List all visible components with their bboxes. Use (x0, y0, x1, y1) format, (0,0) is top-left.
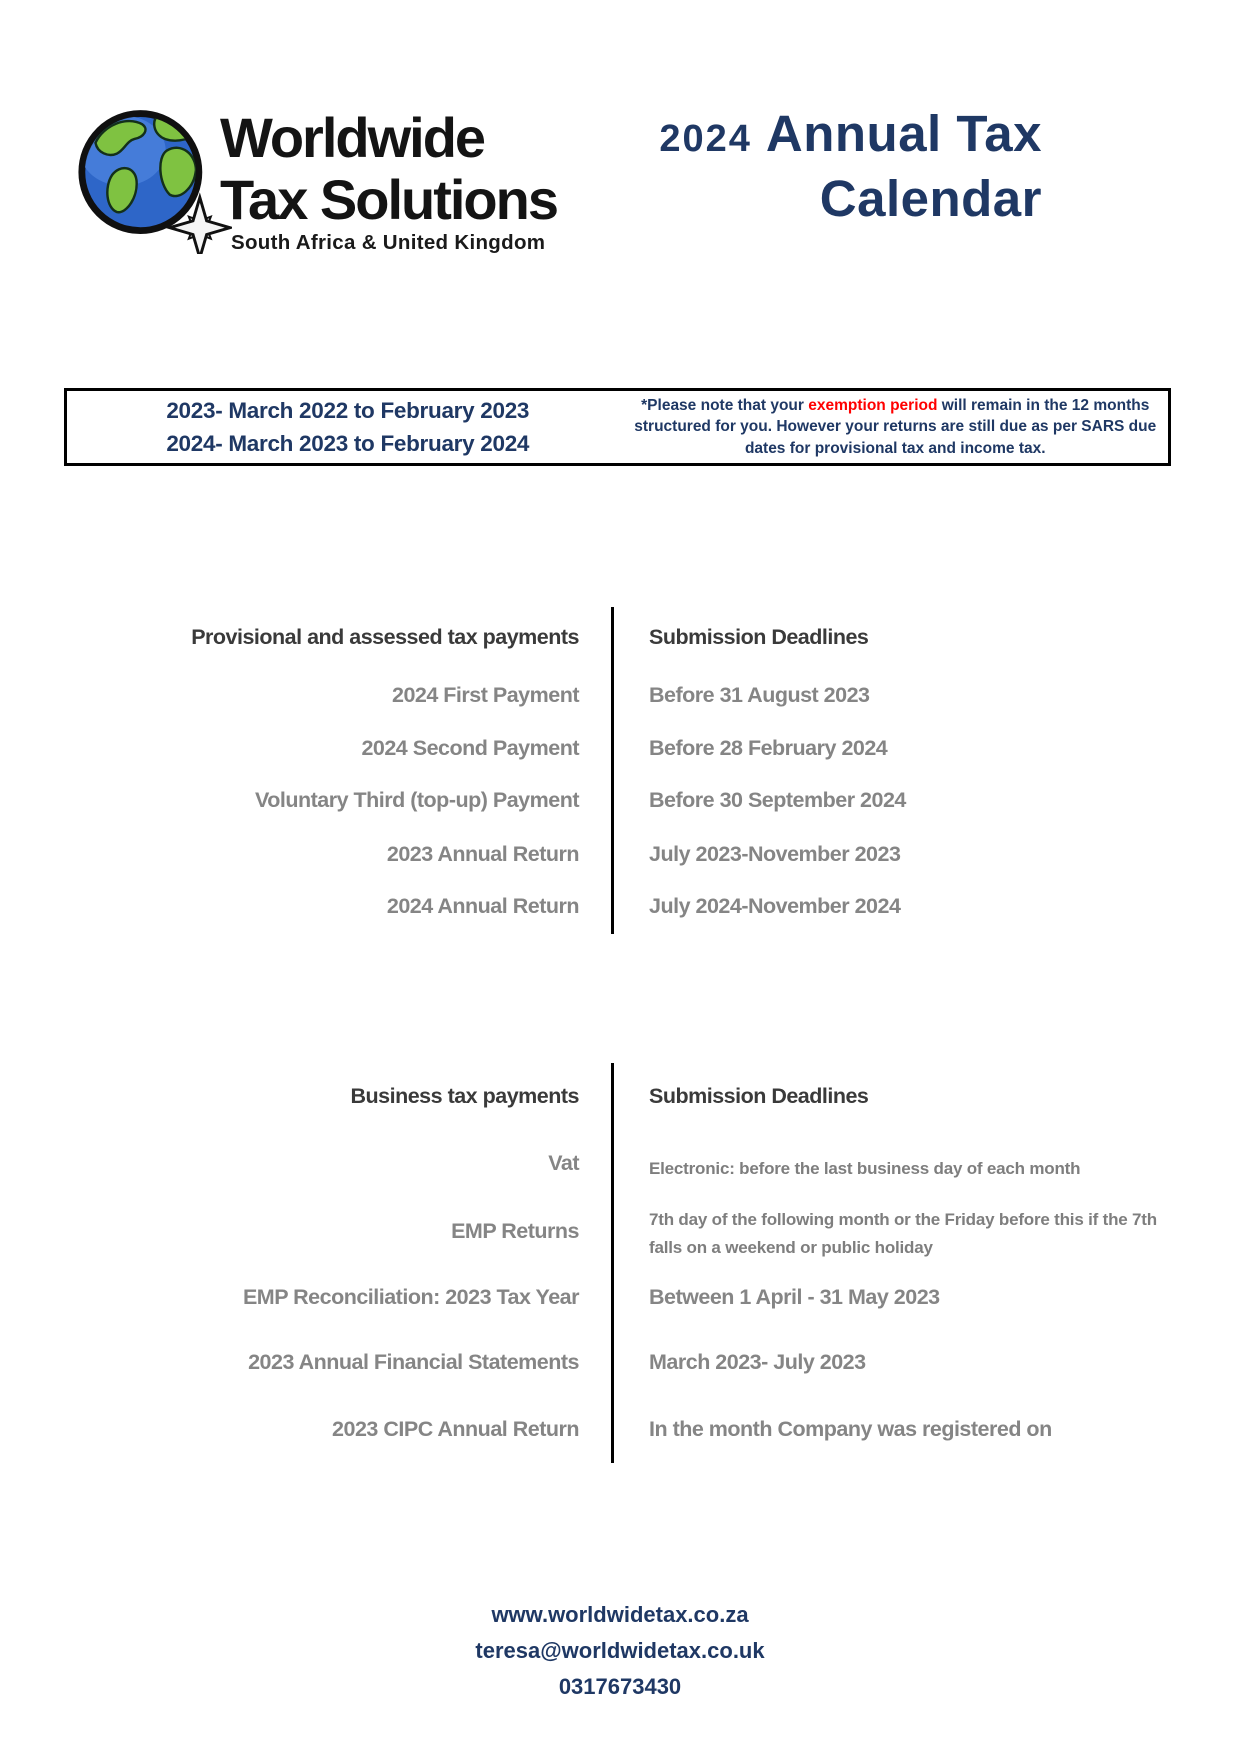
title-calendar: Calendar (819, 170, 1042, 227)
section2-divider (611, 1063, 614, 1463)
note-highlight: exemption period (808, 396, 938, 414)
footer-phone: 0317673430 (558, 1674, 682, 1699)
row-label: 2023 CIPC Annual Return (332, 1417, 579, 1441)
row-deadline: Before 31 August 2023 (649, 683, 870, 707)
page-title-line1 (600, 103, 1042, 170)
row-deadline: March 2023- July 2023 (649, 1350, 866, 1374)
row-deadline: In the month Company was registered on (649, 1417, 1052, 1441)
row-deadline: Before 28 February 2024 (649, 736, 888, 760)
row-deadline: Electronic: before the last business day of each month (649, 1159, 1081, 1178)
row-label: EMP Reconciliation: 2023 Tax Year (242, 1285, 579, 1309)
footer-contact-block (0, 1597, 1240, 1705)
row-label: 2024 Annual Return (386, 894, 579, 918)
exemption-note (629, 395, 1168, 460)
footer-website: www.worldwidetax.co.za (491, 1602, 749, 1627)
row-deadline: Before 30 September 2024 (649, 788, 906, 812)
logo-name-line1: Worldwide (220, 106, 485, 169)
row-label: 2023 Annual Return (386, 842, 579, 866)
tax-year-2023: 2023- March 2022 to February 2023 (166, 398, 530, 423)
row-deadline: 7th day of the following month or the Friday before this if the 7th falls on a weekend or public holiday (649, 1210, 1157, 1257)
row-label: 2024 Second Payment (361, 736, 579, 760)
note-pre: *Please note that your (641, 396, 809, 414)
logo-tagline: South Africa & United Kingdom (231, 231, 546, 254)
page-title (600, 103, 1042, 228)
section1-right-header: Submission Deadlines (649, 625, 869, 649)
row-label: Voluntary Third (top-up) Payment (254, 788, 579, 812)
row-deadline: July 2024-November 2024 (649, 894, 901, 918)
row-label: EMP Returns (451, 1219, 579, 1243)
tax-year-info-box (64, 388, 1171, 466)
globe-logo-icon (76, 98, 232, 254)
row-deadline: July 2023-November 2023 (649, 842, 901, 866)
row-deadline: Between 1 April - 31 May 2023 (649, 1285, 940, 1309)
tax-year-periods (67, 394, 629, 460)
row-label: 2024 First Payment (392, 683, 579, 707)
section1-divider (611, 607, 614, 934)
note-post: will remain in the 12 months structured for you. However your returns are still due as per SARS due dates for provisional tax and income tax. (634, 396, 1157, 457)
tax-year-2024: 2024- March 2023 to February 2024 (166, 431, 530, 456)
title-annual-tax: Annual Tax (765, 105, 1042, 162)
section1-left-header: Provisional and assessed tax payments (191, 625, 579, 649)
section2-right-header: Submission Deadlines (649, 1084, 869, 1108)
row-label: Vat (548, 1151, 579, 1175)
section2-left-header: Business tax payments (350, 1084, 579, 1108)
row-label: 2023 Annual Financial Statements (248, 1350, 579, 1374)
logo-name-line2: Tax Solutions (220, 168, 557, 231)
title-year: 2024 (659, 118, 752, 160)
footer-email: teresa@worldwidetax.co.uk (475, 1638, 765, 1663)
